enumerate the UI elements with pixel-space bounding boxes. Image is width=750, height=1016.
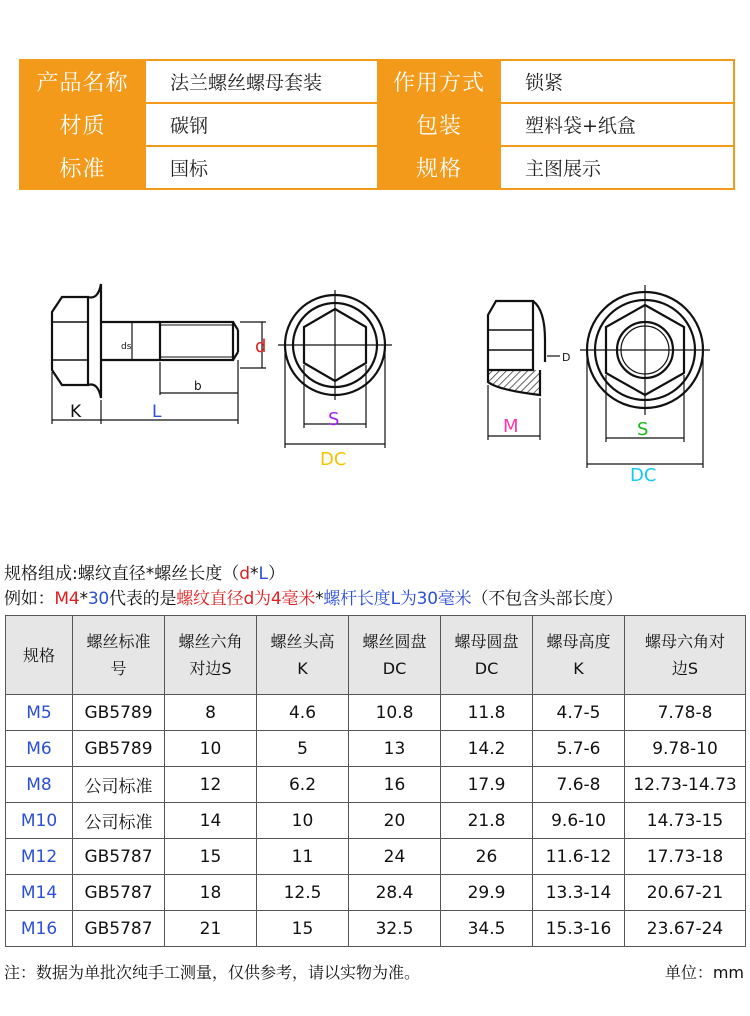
nut-dc-label: DC bbox=[630, 465, 657, 486]
info-label: 产品名称 bbox=[20, 60, 145, 103]
spec-value-cell: 11.6-12 bbox=[533, 839, 625, 875]
spec-header-cell bbox=[73, 616, 165, 695]
spec-row bbox=[6, 839, 746, 875]
spec-header-cell bbox=[257, 616, 349, 695]
header-text-line: K bbox=[573, 659, 584, 678]
info-label: 标准 bbox=[20, 146, 145, 189]
nut-d-label: D bbox=[562, 351, 571, 364]
nut-m-label: M bbox=[503, 416, 519, 437]
spec-value-cell: 23.67-24 bbox=[625, 911, 746, 947]
spec-header-cell bbox=[349, 616, 441, 695]
spec-value-cell: 20 bbox=[349, 803, 441, 839]
bolt-s-label: S bbox=[328, 409, 340, 430]
info-label: 规格 bbox=[378, 146, 500, 189]
example-star: * bbox=[315, 589, 324, 609]
spec-format-prefix: 规格组成:螺纹直径*螺丝长度（ bbox=[4, 564, 240, 584]
spec-value-cell: 14.2 bbox=[441, 731, 533, 767]
spec-header-row bbox=[6, 616, 746, 695]
spec-format-d: d bbox=[239, 564, 251, 584]
spec-value-cell: 5.7-6 bbox=[533, 731, 625, 767]
spec-row bbox=[6, 803, 746, 839]
spec-value-cell: 32.5 bbox=[349, 911, 441, 947]
bolt-end-view bbox=[278, 290, 392, 400]
spec-format-star: * bbox=[250, 564, 259, 584]
spec-value-cell: 12.5 bbox=[257, 875, 349, 911]
info-value: 法兰螺丝螺母套装 bbox=[145, 60, 378, 103]
spec-value-cell: 17.9 bbox=[441, 767, 533, 803]
header-text-line: 螺丝标准 bbox=[86, 632, 151, 651]
spec-value-cell: 15.3-16 bbox=[533, 911, 625, 947]
header-text-line: 螺丝头高 bbox=[270, 632, 335, 651]
bolt-k-label: K bbox=[70, 402, 82, 422]
spec-header-cell bbox=[441, 616, 533, 695]
spec-size-cell: M12 bbox=[6, 839, 73, 875]
spec-value-cell: 21 bbox=[165, 911, 257, 947]
header-text-line: 螺丝圆盘 bbox=[362, 632, 427, 651]
spec-value-cell: 6.2 bbox=[257, 767, 349, 803]
spec-value-cell: 24 bbox=[349, 839, 441, 875]
unit-label: 单位：mm bbox=[664, 963, 744, 982]
bolt-b-label: b bbox=[194, 379, 202, 393]
spec-format-l: L bbox=[258, 564, 269, 584]
spec-value-cell: 21.8 bbox=[441, 803, 533, 839]
spec-value-cell: 16 bbox=[349, 767, 441, 803]
spec-size-cell: M6 bbox=[6, 731, 73, 767]
info-row bbox=[20, 103, 734, 146]
spec-header-cell bbox=[6, 616, 73, 695]
header-text-line: 螺丝六角 bbox=[178, 632, 243, 651]
spec-value-cell: 公司标准 bbox=[73, 803, 165, 839]
spec-value-cell: 4.6 bbox=[257, 695, 349, 731]
spec-value-cell: 20.67-21 bbox=[625, 875, 746, 911]
example-star: * bbox=[79, 589, 88, 609]
spec-value-cell: 12.73-14.73 bbox=[625, 767, 746, 803]
spec-value-cell: 15 bbox=[165, 839, 257, 875]
spec-value-cell: 28.4 bbox=[349, 875, 441, 911]
spec-value-cell: GB5787 bbox=[73, 911, 165, 947]
spec-value-cell: 8 bbox=[165, 695, 257, 731]
spec-value-cell: 13 bbox=[349, 731, 441, 767]
bolt-l-label: L bbox=[152, 402, 162, 422]
spec-value-cell: 14.73-15 bbox=[625, 803, 746, 839]
bolt-side-view bbox=[52, 284, 238, 398]
spec-row bbox=[6, 911, 746, 947]
example-m4: M4 bbox=[54, 589, 80, 609]
info-value: 塑料袋+纸盒 bbox=[500, 103, 734, 146]
info-value: 国标 bbox=[145, 146, 378, 189]
spec-value-cell: 4.7-5 bbox=[533, 695, 625, 731]
spec-value-cell: 15 bbox=[257, 911, 349, 947]
nut-s-label: S bbox=[637, 419, 649, 440]
header-text-line: 螺母圆盘 bbox=[454, 632, 519, 651]
header-text-line: 规格 bbox=[22, 645, 55, 665]
spec-row bbox=[6, 875, 746, 911]
spec-header-cell bbox=[165, 616, 257, 695]
nut-end-view bbox=[580, 285, 710, 415]
spec-size-cell: M5 bbox=[6, 695, 73, 731]
spec-format-line bbox=[4, 559, 285, 584]
info-label: 包装 bbox=[378, 103, 500, 146]
spec-value-cell: 17.73-18 bbox=[625, 839, 746, 875]
spec-value-cell: 7.6-8 bbox=[533, 767, 625, 803]
info-label: 材质 bbox=[20, 103, 145, 146]
info-value: 锁紧 bbox=[500, 60, 734, 103]
spec-value-cell: 公司标准 bbox=[73, 767, 165, 803]
spec-value-cell: 10.8 bbox=[349, 695, 441, 731]
example-mid: 代表的是 bbox=[109, 589, 177, 609]
spec-value-cell: 5 bbox=[257, 731, 349, 767]
spec-size-cell: M10 bbox=[6, 803, 73, 839]
spec-size-cell: M16 bbox=[6, 911, 73, 947]
spec-row bbox=[6, 695, 746, 731]
spec-format-suffix: ） bbox=[268, 564, 286, 584]
spec-value-cell: 11.8 bbox=[441, 695, 533, 731]
spec-value-cell: 18 bbox=[165, 875, 257, 911]
header-text-line: 边S bbox=[671, 659, 699, 678]
header-text-line: 螺母六角对 bbox=[644, 632, 725, 651]
spec-value-cell: 10 bbox=[165, 731, 257, 767]
nut-side-view bbox=[488, 301, 545, 395]
spec-value-cell: GB5789 bbox=[73, 695, 165, 731]
bolt-nut-diagram bbox=[0, 270, 750, 490]
spec-value-cell: 10 bbox=[257, 803, 349, 839]
bolt-ds-label: ds bbox=[121, 342, 132, 352]
spec-value-cell: 9.6-10 bbox=[533, 803, 625, 839]
info-label: 作用方式 bbox=[378, 60, 500, 103]
spec-value-cell: GB5787 bbox=[73, 839, 165, 875]
spec-example-line bbox=[4, 584, 623, 609]
example-diameter: 螺纹直径d为4毫米 bbox=[176, 589, 316, 609]
example-prefix: 例如： bbox=[4, 589, 55, 609]
spec-value-cell: 14 bbox=[165, 803, 257, 839]
spec-value-cell: 29.9 bbox=[441, 875, 533, 911]
spec-value-cell: 34.5 bbox=[441, 911, 533, 947]
spec-value-cell: 11 bbox=[257, 839, 349, 875]
header-text-line: K bbox=[297, 659, 308, 678]
example-length: 螺杆长度L为30毫米 bbox=[323, 589, 472, 609]
header-text-line: DC bbox=[382, 659, 407, 678]
spec-table bbox=[5, 615, 746, 947]
info-value: 主图展示 bbox=[500, 146, 734, 189]
info-value: 碳钢 bbox=[145, 103, 378, 146]
product-info-table bbox=[19, 59, 735, 190]
info-row bbox=[20, 146, 734, 189]
spec-value-cell: GB5789 bbox=[73, 731, 165, 767]
header-text-line: DC bbox=[474, 659, 499, 678]
header-text-line: 螺母高度 bbox=[546, 632, 611, 651]
spec-value-cell: 26 bbox=[441, 839, 533, 875]
example-30: 30 bbox=[87, 589, 110, 609]
footer-note: 注：数据为单批次纯手工测量，仅供参考，请以实物为准。 bbox=[4, 963, 421, 982]
spec-header-cell bbox=[533, 616, 625, 695]
info-row bbox=[20, 60, 734, 103]
header-text-line: 号 bbox=[110, 659, 127, 678]
spec-value-cell: 12 bbox=[165, 767, 257, 803]
spec-value-cell: GB5787 bbox=[73, 875, 165, 911]
spec-size-cell: M14 bbox=[6, 875, 73, 911]
spec-value-cell: 9.78-10 bbox=[625, 731, 746, 767]
spec-row bbox=[6, 767, 746, 803]
spec-size-cell: M8 bbox=[6, 767, 73, 803]
spec-value-cell: 7.78-8 bbox=[625, 695, 746, 731]
header-text-line: 对边S bbox=[189, 659, 232, 678]
bolt-dc-label: DC bbox=[320, 449, 347, 470]
bolt-d-label: d bbox=[255, 336, 267, 357]
spec-value-cell: 13.3-14 bbox=[533, 875, 625, 911]
example-suffix: （不包含头部长度） bbox=[471, 589, 623, 609]
spec-header-cell bbox=[625, 616, 746, 695]
spec-row bbox=[6, 731, 746, 767]
